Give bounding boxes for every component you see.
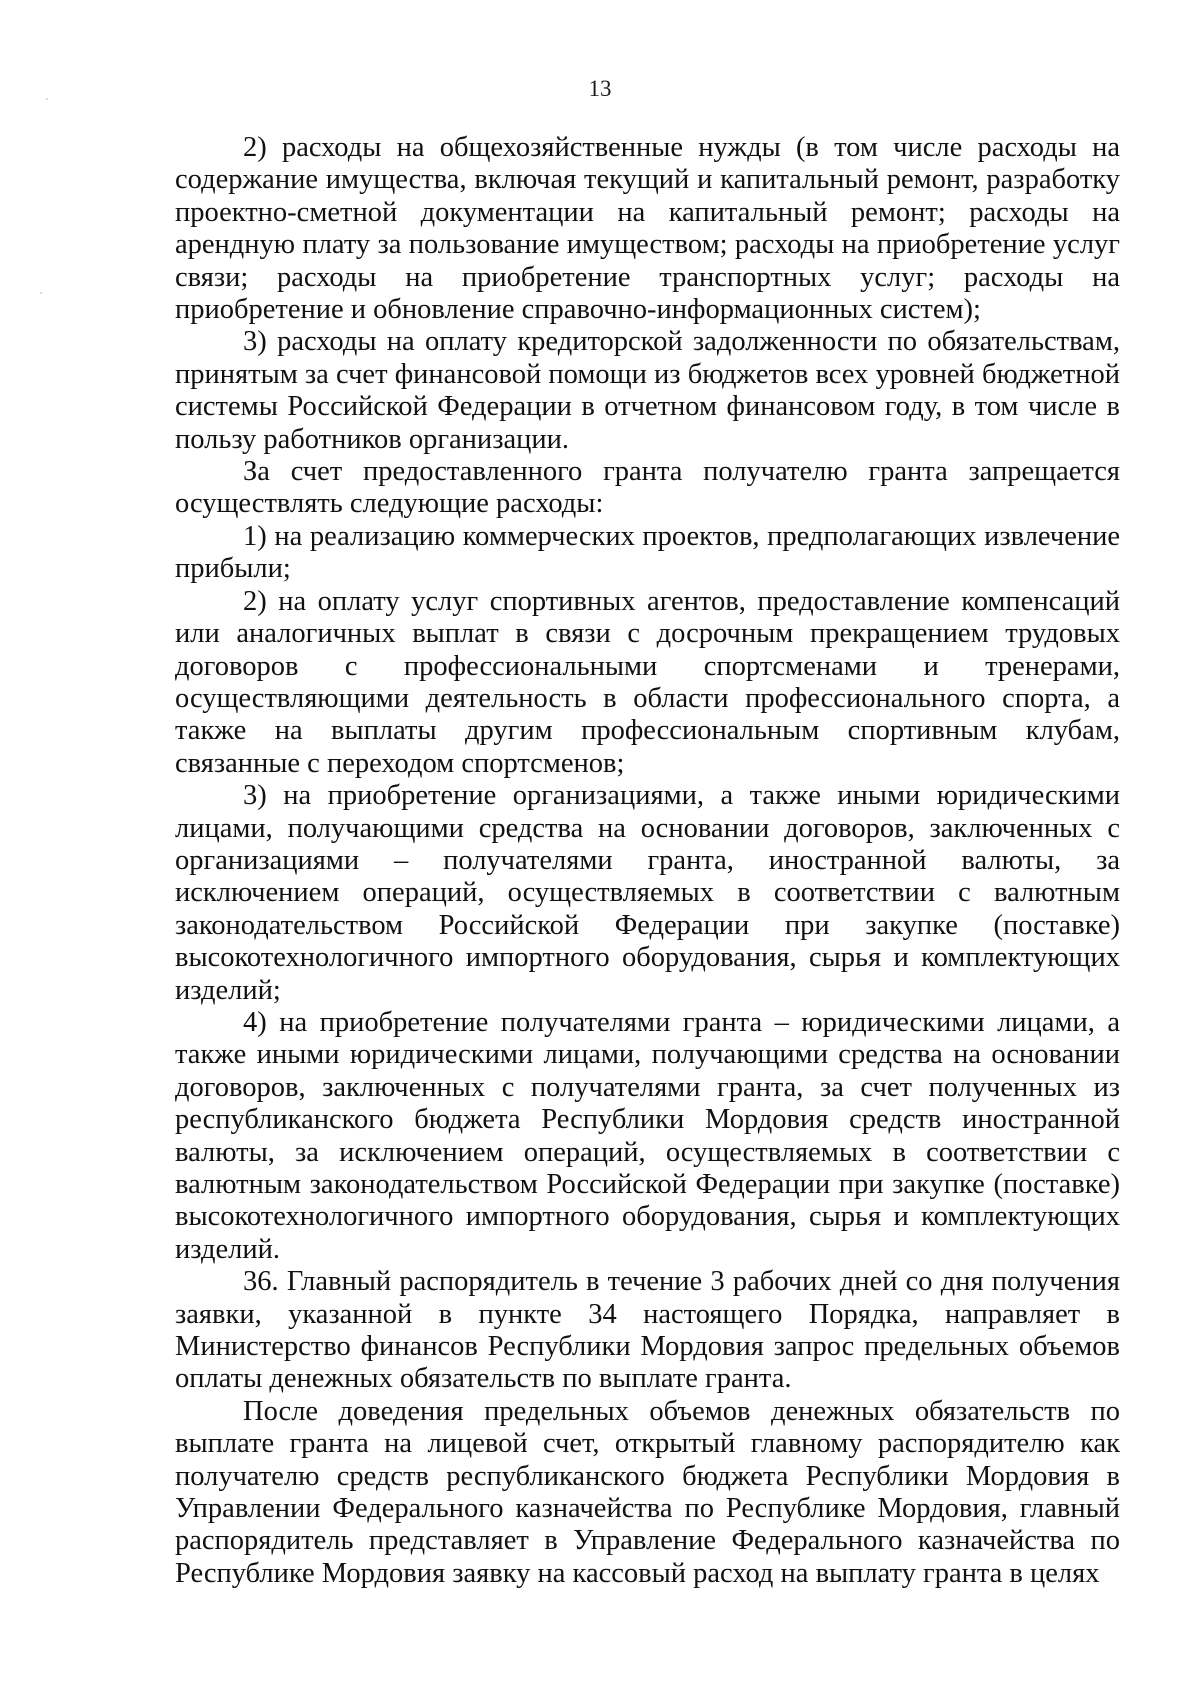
document-body bbox=[175, 132, 1120, 1590]
paragraph-prohibited-1-commercial-projects: 1) на реализацию коммерческих проектов, предполагающих извлечение прибыли; bbox=[175, 520, 1120, 585]
paragraph-after-limits: После доведения предельных объемов денежных обязательств по выплате гранта на лицевой счет, открытый главному распорядителю как получателю средств республиканского бюджета Республики Мордовия в Управлении Федерального казначейства по Республике Мордовия, главный распорядитель представляет в Управление Федерального казначейства по Республике Мордовия заявку на кассовый расход на выплату гранта в целях bbox=[175, 1395, 1120, 1589]
scan-speck bbox=[40, 292, 42, 294]
paragraph-prohibited-expenses-intro: За счет предоставленного гранта получателю гранта запрещается осуществлять следующие расходы: bbox=[175, 456, 1120, 520]
paragraph-prohibited-3-foreign-currency-organizations: 3) на приобретение организациями, а также иными юридическими лицами, получающими средства на основании договоров, заключенных с организациями – получателями гранта, иностранной валюты, за исключением операций, осуществляемых в соответствии с валютным законодательством Российской Федерации при закупке (поставке) высокотехнологичного импортного оборудования, сырья и комплектующих изделий; bbox=[175, 780, 1120, 1006]
page-number: 13 bbox=[588, 76, 612, 101]
paragraph-prohibited-2-sports-agents: 2) на оплату услуг спортивных агентов, предоставление компенсаций или аналогичных выплат в связи с досрочным прекращением трудовых договоров с профессиональными спортсменами и тренерами, осуществляющими деятельность в области профессионального спорта, а также на выплаты другим профессиональным спортивным клубам, связанные с переходом спортсменов; bbox=[175, 585, 1120, 779]
paragraph-clause-36: 36. Главный распорядитель в течение 3 рабочих дней со дня получения заявки, указанной в пункте 34 настоящего Порядка, направляет в Министерство финансов Республики Мордовия запрос предельных объемов оплаты денежных обязательств по выплате гранта. bbox=[175, 1266, 1120, 1395]
paragraph-item-3-creditor-debt: 3) расходы на оплату кредиторской задолженности по обязательствам, принятым за счет финансовой помощи из бюджетов всех уровней бюджетной системы Российской Федерации в отчетном финансовом году, в том числе в пользу работников организации. bbox=[175, 326, 1120, 455]
paragraph-item-2-overhead-expenses: 2) расходы на общехозяйственные нужды (в том числе расходы на содержание имущества, включая текущий и капитальный ремонт, разработку проектно-сметной документации на капитальный ремонт; расходы на арендную плату за пользование имуществом; расходы на приобретение услуг связи; расходы на приобретение транспортных услуг; расходы на приобретение и обновление справочно-информационных систем); bbox=[175, 132, 1120, 326]
paragraph-prohibited-4-foreign-currency-recipients: 4) на приобретение получателями гранта – юридическими лицами, а также иными юридическими лицами, получающими средства на основании договоров, заключенных с получателями гранта, за счет полученных из республиканского бюджета Республики Мордовия средств иностранной валюты, за исключением операций, осуществляемых в соответствии с валютным законодательством Российской Федерации при закупке (поставке) высокотехнологичного импортного оборудования, сырья и комплектующих изделий. bbox=[175, 1006, 1120, 1265]
